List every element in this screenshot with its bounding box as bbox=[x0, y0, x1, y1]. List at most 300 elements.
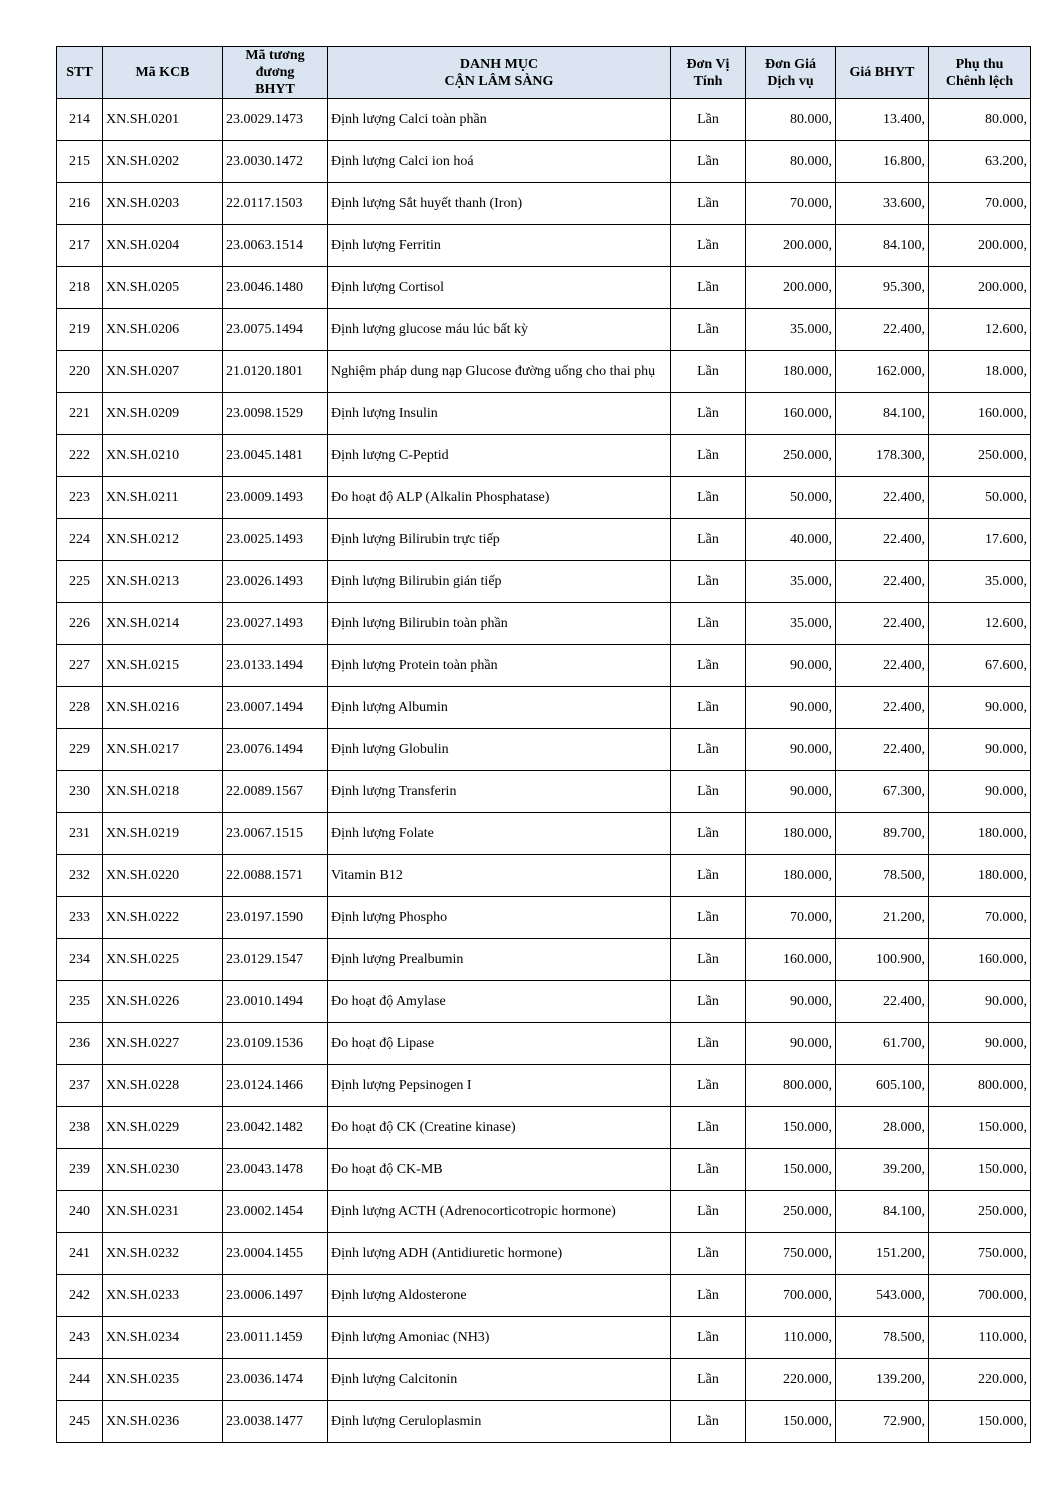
row-ma-kcb: XN.SH.0214 bbox=[103, 603, 223, 645]
row-ma-kcb: XN.SH.0215 bbox=[103, 645, 223, 687]
row-don-gia: 160.000, bbox=[746, 939, 836, 981]
row-ma-kcb: XN.SH.0218 bbox=[103, 771, 223, 813]
row-stt: 216 bbox=[57, 183, 103, 225]
row-phu-thu: 63.200, bbox=[929, 141, 1031, 183]
row-service-name: Đo hoạt độ Lipase bbox=[328, 1023, 671, 1065]
header-ma-kcb bbox=[103, 47, 223, 99]
row-don-gia: 90.000, bbox=[746, 771, 836, 813]
row-stt: 224 bbox=[57, 519, 103, 561]
row-ma-kcb: XN.SH.0234 bbox=[103, 1317, 223, 1359]
row-ma-kcb: XN.SH.0227 bbox=[103, 1023, 223, 1065]
row-stt: 236 bbox=[57, 1023, 103, 1065]
row-ma-kcb: XN.SH.0225 bbox=[103, 939, 223, 981]
row-unit: Lần bbox=[671, 1401, 746, 1443]
row-ma-kcb: XN.SH.0219 bbox=[103, 813, 223, 855]
row-ma-bhyt: 23.0038.1477 bbox=[223, 1401, 328, 1443]
row-don-gia: 150.000, bbox=[746, 1401, 836, 1443]
table-body bbox=[57, 99, 1031, 1443]
row-phu-thu: 750.000, bbox=[929, 1233, 1031, 1275]
row-stt: 239 bbox=[57, 1149, 103, 1191]
row-ma-bhyt: 23.0075.1494 bbox=[223, 309, 328, 351]
row-ma-bhyt: 21.0120.1801 bbox=[223, 351, 328, 393]
row-unit: Lần bbox=[671, 141, 746, 183]
row-phu-thu: 50.000, bbox=[929, 477, 1031, 519]
row-ma-bhyt: 23.0076.1494 bbox=[223, 729, 328, 771]
table-row bbox=[57, 771, 1031, 813]
row-stt: 219 bbox=[57, 309, 103, 351]
table-row bbox=[57, 1191, 1031, 1233]
row-unit: Lần bbox=[671, 1233, 746, 1275]
row-ma-kcb: XN.SH.0231 bbox=[103, 1191, 223, 1233]
row-don-gia: 250.000, bbox=[746, 1191, 836, 1233]
row-ma-bhyt: 23.0011.1459 bbox=[223, 1317, 328, 1359]
header-danh-muc bbox=[328, 47, 671, 99]
header-ma-kcb-label: Mã KCB bbox=[135, 65, 190, 80]
row-phu-thu: 90.000, bbox=[929, 771, 1031, 813]
row-ma-bhyt: 23.0027.1493 bbox=[223, 603, 328, 645]
row-ma-bhyt: 22.0089.1567 bbox=[223, 771, 328, 813]
row-service-name: Đo hoạt độ CK (Creatine kinase) bbox=[328, 1107, 671, 1149]
row-stt: 220 bbox=[57, 351, 103, 393]
header-ma-bhyt bbox=[223, 47, 328, 99]
header-don-gia-line2: Dịch vụ bbox=[767, 73, 814, 89]
row-phu-thu: 220.000, bbox=[929, 1359, 1031, 1401]
row-gia-bhyt: 22.400, bbox=[836, 687, 929, 729]
row-gia-bhyt: 22.400, bbox=[836, 729, 929, 771]
row-don-gia: 220.000, bbox=[746, 1359, 836, 1401]
table-row bbox=[57, 141, 1031, 183]
row-gia-bhyt: 95.300, bbox=[836, 267, 929, 309]
row-ma-bhyt: 23.0109.1536 bbox=[223, 1023, 328, 1065]
row-ma-bhyt: 23.0007.1494 bbox=[223, 687, 328, 729]
row-ma-kcb: XN.SH.0236 bbox=[103, 1401, 223, 1443]
row-stt: 237 bbox=[57, 1065, 103, 1107]
row-stt: 221 bbox=[57, 393, 103, 435]
table-row bbox=[57, 603, 1031, 645]
row-phu-thu: 90.000, bbox=[929, 1023, 1031, 1065]
row-don-gia: 700.000, bbox=[746, 1275, 836, 1317]
table-row bbox=[57, 99, 1031, 141]
table-row bbox=[57, 939, 1031, 981]
table-row bbox=[57, 225, 1031, 267]
row-ma-kcb: XN.SH.0232 bbox=[103, 1233, 223, 1275]
row-don-gia: 90.000, bbox=[746, 687, 836, 729]
row-ma-kcb: XN.SH.0206 bbox=[103, 309, 223, 351]
row-ma-bhyt: 23.0042.1482 bbox=[223, 1107, 328, 1149]
row-don-gia: 90.000, bbox=[746, 981, 836, 1023]
row-gia-bhyt: 78.500, bbox=[836, 1317, 929, 1359]
row-ma-kcb: XN.SH.0220 bbox=[103, 855, 223, 897]
row-don-gia: 70.000, bbox=[746, 897, 836, 939]
row-stt: 230 bbox=[57, 771, 103, 813]
row-don-gia: 150.000, bbox=[746, 1149, 836, 1191]
row-gia-bhyt: 22.400, bbox=[836, 519, 929, 561]
table-row bbox=[57, 1149, 1031, 1191]
row-service-name: Định lượng Sắt huyết thanh (Iron) bbox=[328, 183, 671, 225]
row-stt: 238 bbox=[57, 1107, 103, 1149]
header-stt bbox=[57, 47, 103, 99]
row-ma-kcb: XN.SH.0235 bbox=[103, 1359, 223, 1401]
table-row bbox=[57, 183, 1031, 225]
row-ma-bhyt: 23.0129.1547 bbox=[223, 939, 328, 981]
header-don-gia bbox=[746, 47, 836, 99]
row-don-gia: 80.000, bbox=[746, 99, 836, 141]
row-don-gia: 80.000, bbox=[746, 141, 836, 183]
table-row bbox=[57, 645, 1031, 687]
row-ma-kcb: XN.SH.0230 bbox=[103, 1149, 223, 1191]
row-unit: Lần bbox=[671, 729, 746, 771]
row-stt: 233 bbox=[57, 897, 103, 939]
row-gia-bhyt: 22.400, bbox=[836, 561, 929, 603]
table-header-row bbox=[57, 47, 1031, 99]
row-phu-thu: 200.000, bbox=[929, 267, 1031, 309]
row-ma-kcb: XN.SH.0213 bbox=[103, 561, 223, 603]
header-gia-bhyt bbox=[836, 47, 929, 99]
row-service-name: Định lượng Ferritin bbox=[328, 225, 671, 267]
row-gia-bhyt: 22.400, bbox=[836, 645, 929, 687]
row-unit: Lần bbox=[671, 309, 746, 351]
row-phu-thu: 70.000, bbox=[929, 183, 1031, 225]
row-phu-thu: 180.000, bbox=[929, 813, 1031, 855]
row-unit: Lần bbox=[671, 1107, 746, 1149]
row-gia-bhyt: 151.200, bbox=[836, 1233, 929, 1275]
row-stt: 229 bbox=[57, 729, 103, 771]
row-unit: Lần bbox=[671, 435, 746, 477]
row-service-name: Định lượng Bilirubin gián tiếp bbox=[328, 561, 671, 603]
table-row bbox=[57, 897, 1031, 939]
row-phu-thu: 70.000, bbox=[929, 897, 1031, 939]
row-gia-bhyt: 139.200, bbox=[836, 1359, 929, 1401]
row-ma-kcb: XN.SH.0226 bbox=[103, 981, 223, 1023]
row-unit: Lần bbox=[671, 645, 746, 687]
row-phu-thu: 12.600, bbox=[929, 603, 1031, 645]
table-row bbox=[57, 1359, 1031, 1401]
row-unit: Lần bbox=[671, 897, 746, 939]
row-service-name: Nghiệm pháp dung nạp Glucose đường uống cho thai phụ bbox=[328, 351, 671, 393]
row-don-gia: 200.000, bbox=[746, 267, 836, 309]
row-service-name: Định lượng Calcitonin bbox=[328, 1359, 671, 1401]
header-don-gia-line1: Đơn Giá bbox=[765, 56, 816, 72]
row-don-gia: 150.000, bbox=[746, 1107, 836, 1149]
row-ma-kcb: XN.SH.0203 bbox=[103, 183, 223, 225]
row-don-gia: 50.000, bbox=[746, 477, 836, 519]
row-stt: 223 bbox=[57, 477, 103, 519]
row-ma-kcb: XN.SH.0210 bbox=[103, 435, 223, 477]
row-don-gia: 40.000, bbox=[746, 519, 836, 561]
row-phu-thu: 250.000, bbox=[929, 1191, 1031, 1233]
row-don-gia: 90.000, bbox=[746, 645, 836, 687]
row-gia-bhyt: 78.500, bbox=[836, 855, 929, 897]
row-gia-bhyt: 22.400, bbox=[836, 477, 929, 519]
row-unit: Lần bbox=[671, 687, 746, 729]
row-ma-kcb: XN.SH.0216 bbox=[103, 687, 223, 729]
row-service-name: Đo hoạt độ ALP (Alkalin Phosphatase) bbox=[328, 477, 671, 519]
row-don-gia: 250.000, bbox=[746, 435, 836, 477]
row-phu-thu: 160.000, bbox=[929, 393, 1031, 435]
row-unit: Lần bbox=[671, 99, 746, 141]
table-row bbox=[57, 729, 1031, 771]
row-stt: 228 bbox=[57, 687, 103, 729]
row-service-name: Định lượng ADH (Antidiuretic hormone) bbox=[328, 1233, 671, 1275]
row-unit: Lần bbox=[671, 603, 746, 645]
row-unit: Lần bbox=[671, 519, 746, 561]
header-ma-bhyt-line2: đương bbox=[255, 65, 295, 80]
row-unit: Lần bbox=[671, 1023, 746, 1065]
row-phu-thu: 150.000, bbox=[929, 1107, 1031, 1149]
row-service-name: Định lượng C-Peptid bbox=[328, 435, 671, 477]
table-row bbox=[57, 267, 1031, 309]
row-phu-thu: 35.000, bbox=[929, 561, 1031, 603]
row-unit: Lần bbox=[671, 1191, 746, 1233]
row-gia-bhyt: 16.800, bbox=[836, 141, 929, 183]
table-row bbox=[57, 855, 1031, 897]
table-row bbox=[57, 561, 1031, 603]
row-don-gia: 180.000, bbox=[746, 855, 836, 897]
row-phu-thu: 800.000, bbox=[929, 1065, 1031, 1107]
table-row bbox=[57, 813, 1031, 855]
row-don-gia: 800.000, bbox=[746, 1065, 836, 1107]
row-stt: 215 bbox=[57, 141, 103, 183]
row-service-name: Đo hoạt độ Amylase bbox=[328, 981, 671, 1023]
row-service-name: Định lượng Aldosterone bbox=[328, 1275, 671, 1317]
row-service-name: Định lượng Bilirubin toàn phần bbox=[328, 603, 671, 645]
row-ma-bhyt: 23.0030.1472 bbox=[223, 141, 328, 183]
row-don-gia: 160.000, bbox=[746, 393, 836, 435]
row-unit: Lần bbox=[671, 477, 746, 519]
row-ma-bhyt: 23.0067.1515 bbox=[223, 813, 328, 855]
row-don-gia: 35.000, bbox=[746, 603, 836, 645]
row-don-gia: 180.000, bbox=[746, 813, 836, 855]
row-unit: Lần bbox=[671, 225, 746, 267]
row-unit: Lần bbox=[671, 267, 746, 309]
row-unit: Lần bbox=[671, 561, 746, 603]
row-ma-kcb: XN.SH.0217 bbox=[103, 729, 223, 771]
row-gia-bhyt: 100.900, bbox=[836, 939, 929, 981]
table-row bbox=[57, 435, 1031, 477]
row-gia-bhyt: 72.900, bbox=[836, 1401, 929, 1443]
row-phu-thu: 12.600, bbox=[929, 309, 1031, 351]
row-ma-kcb: XN.SH.0212 bbox=[103, 519, 223, 561]
row-unit: Lần bbox=[671, 1149, 746, 1191]
header-danh-muc-line2: CẬN LÂM SÀNG bbox=[444, 73, 554, 89]
row-service-name: Định lượng Calci ion hoá bbox=[328, 141, 671, 183]
header-gia-bhyt-label: Giá BHYT bbox=[849, 65, 915, 80]
row-service-name: Định lượng Transferin bbox=[328, 771, 671, 813]
header-phu-thu-line1: Phụ thu bbox=[955, 56, 1004, 72]
row-unit: Lần bbox=[671, 1359, 746, 1401]
table-row bbox=[57, 519, 1031, 561]
row-stt: 235 bbox=[57, 981, 103, 1023]
row-service-name: Định lượng Protein toàn phần bbox=[328, 645, 671, 687]
row-don-gia: 750.000, bbox=[746, 1233, 836, 1275]
row-ma-bhyt: 23.0006.1497 bbox=[223, 1275, 328, 1317]
row-unit: Lần bbox=[671, 939, 746, 981]
row-ma-kcb: XN.SH.0211 bbox=[103, 477, 223, 519]
row-phu-thu: 160.000, bbox=[929, 939, 1031, 981]
row-unit: Lần bbox=[671, 981, 746, 1023]
row-ma-kcb: XN.SH.0207 bbox=[103, 351, 223, 393]
table-row bbox=[57, 1233, 1031, 1275]
row-gia-bhyt: 162.000, bbox=[836, 351, 929, 393]
row-ma-kcb: XN.SH.0233 bbox=[103, 1275, 223, 1317]
row-gia-bhyt: 67.300, bbox=[836, 771, 929, 813]
table-row bbox=[57, 981, 1031, 1023]
row-phu-thu: 150.000, bbox=[929, 1149, 1031, 1191]
row-ma-bhyt: 23.0010.1494 bbox=[223, 981, 328, 1023]
row-phu-thu: 90.000, bbox=[929, 687, 1031, 729]
row-stt: 242 bbox=[57, 1275, 103, 1317]
row-stt: 226 bbox=[57, 603, 103, 645]
row-unit: Lần bbox=[671, 771, 746, 813]
table-row bbox=[57, 393, 1031, 435]
row-phu-thu: 90.000, bbox=[929, 981, 1031, 1023]
row-phu-thu: 250.000, bbox=[929, 435, 1031, 477]
row-service-name: Định lượng Ceruloplasmin bbox=[328, 1401, 671, 1443]
row-gia-bhyt: 21.200, bbox=[836, 897, 929, 939]
header-don-vi-line2: Tính bbox=[693, 73, 723, 89]
row-phu-thu: 18.000, bbox=[929, 351, 1031, 393]
row-gia-bhyt: 84.100, bbox=[836, 225, 929, 267]
header-ma-bhyt-line3: BHYT bbox=[255, 82, 295, 97]
header-danh-muc-line1: DANH MỤC bbox=[459, 56, 539, 72]
table-row bbox=[57, 1065, 1031, 1107]
price-table bbox=[56, 46, 1031, 1443]
row-service-name: Định lượng Phospho bbox=[328, 897, 671, 939]
table-row bbox=[57, 1401, 1031, 1443]
row-stt: 232 bbox=[57, 855, 103, 897]
row-phu-thu: 90.000, bbox=[929, 729, 1031, 771]
row-service-name: Định lượng Prealbumin bbox=[328, 939, 671, 981]
row-ma-kcb: XN.SH.0202 bbox=[103, 141, 223, 183]
row-ma-bhyt: 22.0117.1503 bbox=[223, 183, 328, 225]
row-don-gia: 90.000, bbox=[746, 729, 836, 771]
row-ma-bhyt: 23.0004.1455 bbox=[223, 1233, 328, 1275]
row-don-gia: 110.000, bbox=[746, 1317, 836, 1359]
row-service-name: Định lượng Insulin bbox=[328, 393, 671, 435]
row-gia-bhyt: 178.300, bbox=[836, 435, 929, 477]
row-stt: 240 bbox=[57, 1191, 103, 1233]
row-ma-kcb: XN.SH.0222 bbox=[103, 897, 223, 939]
row-ma-kcb: XN.SH.0201 bbox=[103, 99, 223, 141]
row-don-gia: 200.000, bbox=[746, 225, 836, 267]
row-service-name: Đo hoạt độ CK-MB bbox=[328, 1149, 671, 1191]
row-phu-thu: 200.000, bbox=[929, 225, 1031, 267]
row-gia-bhyt: 22.400, bbox=[836, 603, 929, 645]
row-gia-bhyt: 28.000, bbox=[836, 1107, 929, 1149]
row-service-name: Định lượng Calci toàn phần bbox=[328, 99, 671, 141]
row-service-name: Định lượng ACTH (Adrenocorticotropic hormone) bbox=[328, 1191, 671, 1233]
row-ma-bhyt: 23.0029.1473 bbox=[223, 99, 328, 141]
row-ma-bhyt: 23.0036.1474 bbox=[223, 1359, 328, 1401]
row-service-name: Định lượng Folate bbox=[328, 813, 671, 855]
row-don-gia: 35.000, bbox=[746, 561, 836, 603]
row-stt: 245 bbox=[57, 1401, 103, 1443]
table-row bbox=[57, 687, 1031, 729]
row-phu-thu: 700.000, bbox=[929, 1275, 1031, 1317]
row-stt: 227 bbox=[57, 645, 103, 687]
row-stt: 243 bbox=[57, 1317, 103, 1359]
header-phu-thu bbox=[929, 47, 1031, 99]
table-row bbox=[57, 351, 1031, 393]
row-ma-bhyt: 23.0025.1493 bbox=[223, 519, 328, 561]
row-stt: 222 bbox=[57, 435, 103, 477]
row-unit: Lần bbox=[671, 855, 746, 897]
row-ma-kcb: XN.SH.0205 bbox=[103, 267, 223, 309]
row-ma-bhyt: 23.0133.1494 bbox=[223, 645, 328, 687]
row-ma-bhyt: 23.0002.1454 bbox=[223, 1191, 328, 1233]
table-row bbox=[57, 1023, 1031, 1065]
row-unit: Lần bbox=[671, 813, 746, 855]
row-stt: 231 bbox=[57, 813, 103, 855]
row-phu-thu: 110.000, bbox=[929, 1317, 1031, 1359]
row-phu-thu: 67.600, bbox=[929, 645, 1031, 687]
row-ma-bhyt: 23.0045.1481 bbox=[223, 435, 328, 477]
row-stt: 234 bbox=[57, 939, 103, 981]
row-service-name: Vitamin B12 bbox=[328, 855, 671, 897]
row-gia-bhyt: 605.100, bbox=[836, 1065, 929, 1107]
row-unit: Lần bbox=[671, 1065, 746, 1107]
row-unit: Lần bbox=[671, 183, 746, 225]
table-row bbox=[57, 309, 1031, 351]
row-service-name: Định lượng Globulin bbox=[328, 729, 671, 771]
table-row bbox=[57, 1107, 1031, 1149]
row-gia-bhyt: 84.100, bbox=[836, 393, 929, 435]
row-ma-kcb: XN.SH.0204 bbox=[103, 225, 223, 267]
row-service-name: Định lượng Albumin bbox=[328, 687, 671, 729]
row-ma-bhyt: 23.0063.1514 bbox=[223, 225, 328, 267]
row-unit: Lần bbox=[671, 351, 746, 393]
row-don-gia: 35.000, bbox=[746, 309, 836, 351]
row-unit: Lần bbox=[671, 1317, 746, 1359]
header-ma-bhyt-line1: Mã tương bbox=[245, 48, 305, 63]
row-gia-bhyt: 61.700, bbox=[836, 1023, 929, 1065]
row-ma-kcb: XN.SH.0228 bbox=[103, 1065, 223, 1107]
row-ma-bhyt: 23.0026.1493 bbox=[223, 561, 328, 603]
row-ma-kcb: XN.SH.0229 bbox=[103, 1107, 223, 1149]
row-stt: 214 bbox=[57, 99, 103, 141]
row-stt: 217 bbox=[57, 225, 103, 267]
row-service-name: Định lượng Pepsinogen I bbox=[328, 1065, 671, 1107]
row-ma-bhyt: 23.0046.1480 bbox=[223, 267, 328, 309]
table-row bbox=[57, 1317, 1031, 1359]
row-unit: Lần bbox=[671, 393, 746, 435]
row-gia-bhyt: 39.200, bbox=[836, 1149, 929, 1191]
row-ma-bhyt: 23.0098.1529 bbox=[223, 393, 328, 435]
row-stt: 225 bbox=[57, 561, 103, 603]
header-phu-thu-line2: Chênh lệch bbox=[945, 73, 1014, 89]
row-gia-bhyt: 89.700, bbox=[836, 813, 929, 855]
row-service-name: Định lượng Cortisol bbox=[328, 267, 671, 309]
row-gia-bhyt: 13.400, bbox=[836, 99, 929, 141]
row-stt: 244 bbox=[57, 1359, 103, 1401]
row-ma-bhyt: 23.0197.1590 bbox=[223, 897, 328, 939]
row-gia-bhyt: 22.400, bbox=[836, 309, 929, 351]
row-gia-bhyt: 33.600, bbox=[836, 183, 929, 225]
row-service-name: Định lượng Bilirubin trực tiếp bbox=[328, 519, 671, 561]
row-gia-bhyt: 84.100, bbox=[836, 1191, 929, 1233]
row-phu-thu: 180.000, bbox=[929, 855, 1031, 897]
row-ma-bhyt: 22.0088.1571 bbox=[223, 855, 328, 897]
header-stt-label: STT bbox=[66, 65, 93, 80]
row-service-name: Định lượng glucose máu lúc bất kỳ bbox=[328, 309, 671, 351]
table-row bbox=[57, 477, 1031, 519]
row-gia-bhyt: 543.000, bbox=[836, 1275, 929, 1317]
row-phu-thu: 17.600, bbox=[929, 519, 1031, 561]
row-ma-bhyt: 23.0043.1478 bbox=[223, 1149, 328, 1191]
row-ma-bhyt: 23.0124.1466 bbox=[223, 1065, 328, 1107]
row-phu-thu: 80.000, bbox=[929, 99, 1031, 141]
row-stt: 241 bbox=[57, 1233, 103, 1275]
